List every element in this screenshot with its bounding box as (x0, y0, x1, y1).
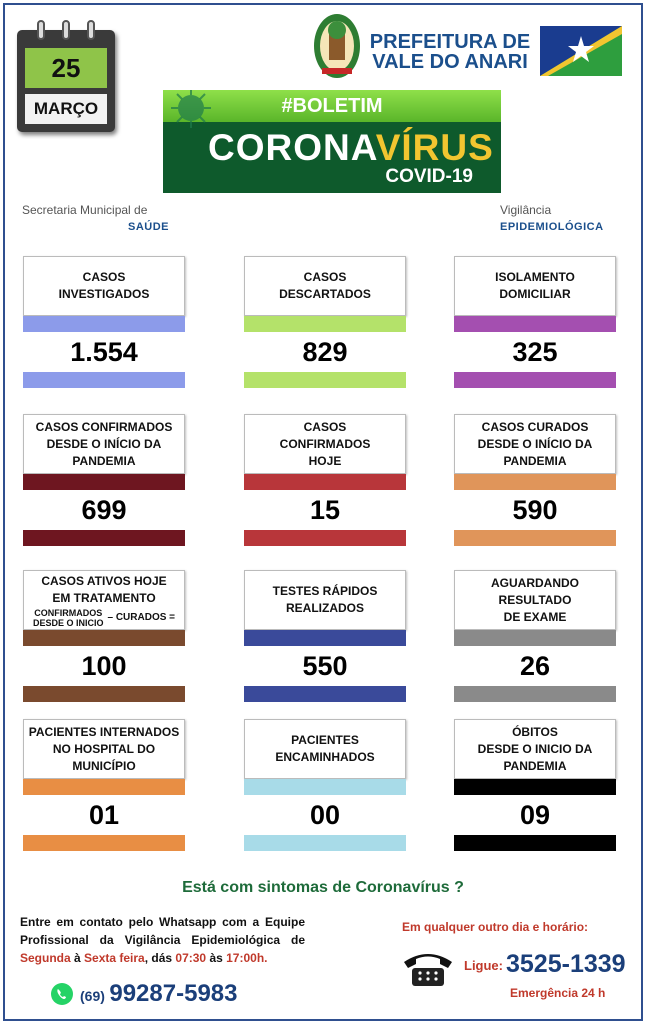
calendar-month: MARÇO (25, 94, 107, 124)
stat-card (23, 719, 185, 851)
stat-card-title-line: CASOS CONFIRMADOS (35, 419, 173, 434)
contact-text (20, 913, 305, 967)
stat-card-title-line: ENCAMINHADOS (275, 750, 375, 764)
whatsapp-number: 99287-5983 (109, 980, 238, 1007)
virus-text: VÍRUS (375, 127, 494, 168)
stat-card-title (244, 570, 406, 630)
whatsapp-icon (50, 982, 74, 1006)
vigilancia-label: Vigilância (500, 203, 552, 217)
telephone-icon (400, 948, 456, 988)
stat-card-color-bar (454, 686, 616, 702)
virus-icon (167, 90, 215, 132)
stat-card-title-line: RESULTADO (498, 592, 572, 607)
stat-card-title-line: NO HOSPITAL DO (52, 741, 156, 756)
stat-card-title (23, 256, 185, 316)
stat-card-value: 01 (88, 800, 120, 830)
stat-card-title (454, 414, 616, 474)
stat-card-color-bar (244, 686, 406, 702)
stat-card-title-line: INVESTIGADOS (58, 287, 150, 301)
stat-card (244, 414, 406, 546)
stat-card-color-bar (244, 474, 406, 490)
rondonia-flag-icon (540, 26, 622, 76)
stat-card-value: 26 (519, 651, 551, 681)
stat-card (454, 414, 616, 546)
stat-card-title (23, 570, 185, 630)
calendar-ring-icon (37, 20, 45, 40)
formula-confirmados (33, 608, 104, 628)
contact-day-start: Segunda (20, 951, 71, 965)
contact-day-end: Sexta feira (84, 951, 145, 965)
stat-card-color-bar (454, 530, 616, 546)
stat-card-title-lines (36, 419, 173, 470)
stat-card-title-lines (33, 573, 175, 628)
formula-curados: – CURADOS = (107, 611, 176, 623)
stat-card-title-line: ÓBITOS (512, 724, 558, 739)
stat-card-title-line: CONFIRMADOS (279, 436, 371, 451)
stat-card-title-line: PACIENTES (291, 733, 359, 747)
stat-card (454, 256, 616, 388)
stat-card-title-lines (478, 724, 593, 775)
stat-card (454, 719, 616, 851)
secretaria-label: Secretaria Municipal de (22, 203, 148, 217)
stat-card-title-lines (491, 575, 579, 626)
contact-text-d: às (206, 951, 227, 965)
stat-card-title-line: REALIZADOS (286, 601, 364, 615)
stat-card-color-bar (23, 779, 185, 795)
formula-line: CONFIRMADOS (34, 607, 103, 618)
secretaria-saude: SAÚDE (128, 221, 170, 233)
stat-card-value: 699 (81, 495, 127, 525)
stat-card-color-bar (23, 835, 185, 851)
stat-card-title-line: ISOLAMENTO (495, 270, 575, 284)
stat-card (244, 570, 406, 702)
stat-card-color-bar (23, 372, 185, 388)
vigilancia-epidemiologica: EPIDEMIOLÓGICA (500, 221, 604, 233)
stat-card-title (454, 570, 616, 630)
contact-text-a: Entre em contato pelo Whatsapp com a Equipe Profissional da Vigilância Epidemiológica de (20, 915, 305, 947)
stat-card-title-line: DESDE O INÍCIO DA (477, 436, 593, 451)
stat-card-color-bar (23, 474, 185, 490)
stat-card-title-line: DESDE O INÍCIO DA (46, 436, 162, 451)
stat-card-title-line: AGUARDANDO (491, 575, 579, 590)
stat-card-color-bar (454, 630, 616, 646)
stat-card-title (244, 414, 406, 474)
stat-card-color-bar (454, 372, 616, 388)
stat-card-color-bar (454, 835, 616, 851)
boletim-tag: #BOLETIM (163, 90, 501, 122)
stat-card (454, 570, 616, 702)
stat-card-title-line: TESTES RÁPIDOS (272, 584, 378, 598)
stat-card (23, 570, 185, 702)
calendar-ring-icon (87, 20, 95, 40)
corona-text: CORONA (208, 127, 376, 168)
stat-card-title (454, 719, 616, 779)
boletim-banner (163, 90, 501, 193)
stat-card-color-bar (454, 316, 616, 332)
stat-card-title-lines (280, 419, 371, 470)
calendar-day: 25 (25, 48, 107, 88)
stat-card-value: 550 (302, 651, 348, 681)
stat-card-title-line: PANDEMIA (503, 758, 567, 773)
stat-card-value: 15 (309, 495, 341, 525)
stat-card-title-line: HOJE (308, 453, 342, 468)
stat-card-title-line: DESCARTADOS (279, 287, 371, 301)
stat-card-title (454, 256, 616, 316)
stat-card-title-lines (279, 269, 371, 303)
stat-card-title-lines (29, 724, 179, 775)
calendar-ring-icon (62, 20, 70, 40)
whatsapp-phone[interactable] (80, 980, 237, 1008)
stat-card-value: 325 (512, 337, 558, 367)
stat-card-color-bar (244, 630, 406, 646)
calendar (17, 30, 115, 132)
stat-card-title-line: CASOS (82, 270, 126, 284)
whatsapp-prefix: (69) (80, 988, 105, 1004)
stat-card-value: 590 (512, 495, 558, 525)
stat-card-title-line: DOMICILIAR (499, 287, 571, 301)
emergency-label: Emergência 24 h (510, 986, 606, 1000)
covid-label: COVID-19 (385, 166, 473, 187)
stat-card (244, 256, 406, 388)
contact-text-b: à (70, 951, 85, 965)
stat-card-title (23, 414, 185, 474)
stat-card-title-line: PACIENTES INTERNADOS (28, 724, 180, 739)
stat-card-title-line: MUNICÍPIO (72, 758, 136, 773)
stat-card-formula (33, 608, 175, 628)
stat-card-title-lines (478, 419, 593, 470)
stat-card-title-line: CASOS (303, 419, 347, 434)
stat-card-title-line: CASOS (303, 270, 347, 284)
stat-card-title-line: CASOS ATIVOS HOJE (41, 573, 167, 588)
stat-card (244, 719, 406, 851)
stat-card-color-bar (23, 630, 185, 646)
stat-card-color-bar (23, 530, 185, 546)
stat-card-title-lines (273, 583, 378, 617)
stat-card-title-line: DE EXAME (503, 609, 567, 624)
stat-card-value: 100 (81, 651, 127, 681)
stat-card-title-lines (275, 732, 374, 766)
stat-card-color-bar (244, 316, 406, 332)
coronavirus-title (208, 127, 494, 169)
stat-card-title-line: PANDEMIA (503, 453, 567, 468)
contact-time-start: 07:30 (175, 951, 207, 965)
stat-card-color-bar (244, 372, 406, 388)
prefeitura-line1: PREFEITURA DE (369, 31, 531, 53)
stat-card (23, 414, 185, 546)
stat-card-title (23, 719, 185, 779)
stat-card (23, 256, 185, 388)
ligue-label: Ligue: (464, 958, 503, 973)
stat-card-title (244, 719, 406, 779)
stat-card-title-line: DESDE O INICIO DA (477, 741, 593, 756)
ligue-phone-number[interactable]: 3525-1339 (506, 950, 626, 978)
stat-card-color-bar (244, 779, 406, 795)
stat-card-value: 00 (309, 800, 341, 830)
other-hours-label: Em qualquer outro dia e horário: (402, 920, 589, 934)
prefeitura-line2: VALE DO ANARI (372, 51, 528, 73)
formula-line: DESDE O INICIO (32, 617, 104, 628)
stat-card-color-bar (244, 835, 406, 851)
stat-card-title-line: CASOS CURADOS (481, 419, 589, 434)
stat-card-value: 09 (519, 800, 551, 830)
stat-card-value: 829 (302, 337, 348, 367)
municipal-seal-icon (312, 12, 362, 80)
stat-card-title-lines (495, 269, 575, 303)
stat-card-color-bar (23, 316, 185, 332)
stat-card-title-line: PANDEMIA (72, 453, 136, 468)
stat-card-title (244, 256, 406, 316)
symptoms-question: Está com sintomas de Coronavírus ? (182, 879, 464, 896)
contact-time-end: 17:00h. (226, 951, 268, 965)
stat-card-color-bar (23, 686, 185, 702)
stat-card-color-bar (454, 474, 616, 490)
stat-card-color-bar (244, 530, 406, 546)
stat-card-title-lines (59, 269, 150, 303)
contact-text-c: , dás (144, 951, 176, 965)
prefeitura-title (366, 32, 534, 72)
stat-card-value: 1.554 (70, 337, 138, 367)
stat-card-color-bar (454, 779, 616, 795)
stat-card-title-line: EM TRATAMENTO (52, 590, 156, 605)
